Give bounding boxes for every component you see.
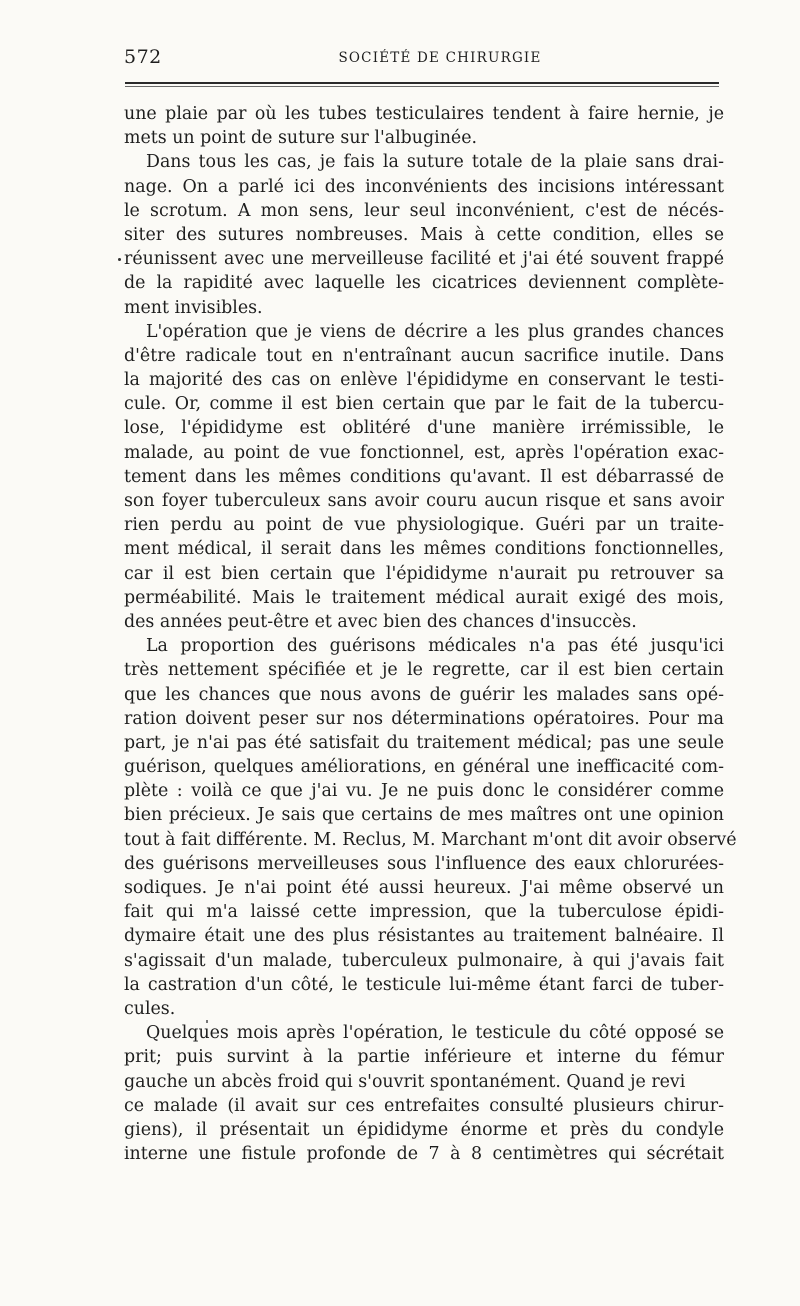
text-line: sodiques. Je n'ai point été aussi heureux. J'ai même observé un [124, 878, 724, 898]
running-title: SOCIÉTÉ DE CHIRURGIE [338, 50, 542, 66]
text-line: de la rapidité avec laquelle les cicatrices deviennent complète- [124, 273, 724, 294]
page-number: 572 [124, 46, 162, 68]
text-line: ration doivent peser sur nos déterminations opératoires. Pour ma [124, 708, 724, 729]
text-line: siter des sutures nombreuses. Mais à cette condition, elles se [124, 224, 724, 245]
text-line: ment invisibles. [124, 297, 263, 318]
text-line: plète : voilà ce que j'ai vu. Je ne puis donc le considérer comme [124, 781, 724, 802]
header-rule [125, 82, 719, 84]
text-line: fait qui m'a laissé cette impression, que la tuberculose épidi- [124, 902, 724, 923]
text-line: la castration d'un côté, le testicule lui-même étant farci de tuber- [124, 974, 724, 995]
text-line: tout à fait différente. M. Reclus, M. Marchant m'ont dit avoir observé [124, 829, 737, 850]
text-line: rien perdu au point de vue physiologique. Guéri par un traite- [124, 515, 724, 536]
text-line: des guérisons merveilleuses sous l'influence des eaux chlorurées- [124, 853, 724, 874]
text-line: Dans tous les cas, je fais la suture totale de la plaie sans drai- [146, 152, 724, 173]
running-head [124, 44, 720, 74]
text-line: ment médical, il serait dans les mêmes conditions fonctionnelles, [124, 539, 724, 560]
text-line: interne une fistule profonde de 7 à 8 centimètres qui sécrétait [124, 1144, 724, 1165]
text-line: prit; puis survint à la partie inférieure et interne du fémur [124, 1047, 724, 1068]
text-line: lose, l'épididyme est oblitéré d'une manière irrémissible, le [124, 418, 724, 439]
text-line: nage. On a parlé ici des inconvénients des incisions intéressant [124, 176, 724, 197]
text-line: bien précieux. Je sais que certains de mes maîtres ont une opinion [124, 805, 724, 826]
text-line: L'opération que je viens de décrire a les plus grandes chances [146, 321, 724, 342]
text-line: la majorité des cas on enlève l'épididyme en conservant le testi- [124, 370, 724, 391]
header-rule-thin [125, 86, 719, 87]
text-line: car il est bien certain que l'épididyme n'aurait pu retrouver sa [124, 563, 724, 584]
text-line: dymaire était une des plus résistantes au traitement balnéaire. Il [124, 926, 724, 947]
text-line: perméabilité. Mais le traitement médical aurait exigé des mois, [124, 587, 724, 608]
text-line: part, je n'ai pas été satisfait du traitement médical; pas une seule [124, 732, 724, 753]
text-line: s'agissait d'un malade, tuberculeux pulmonaire, à qui j'avais fait [124, 950, 724, 971]
text-line: gauche un abcès froid qui s'ouvrit spontanément. Quand je revi [124, 1071, 686, 1092]
text-line: d'être radicale tout en n'entraînant aucun sacrifice inutile. Dans [124, 345, 724, 366]
margin-mark [118, 258, 121, 261]
text-line: malade, au point de vue fonctionnel, est, après l'opération exac- [124, 442, 724, 463]
text-line: ce malade (il avait sur ces entrefaites consulté plusieurs chirur- [124, 1095, 724, 1116]
text-line: giens), il présentait un épididyme énorme et près du condyle [124, 1119, 724, 1140]
text-line: le scrotum. A mon sens, leur seul inconvénient, c'est de nécés- [124, 200, 724, 221]
text-line: réunissent avec une merveilleuse facilité et j'ai été souvent frappé [124, 249, 724, 270]
text-line: tement dans les mêmes conditions qu'avant. Il est débarrassé de [124, 466, 724, 487]
text-line: La proportion des guérisons médicales n'a pas été jusqu'ici [146, 636, 724, 657]
text-line: cules. [124, 998, 176, 1019]
text-line: Quelques mois après l'opération, le testicule du côté opposé se [146, 1023, 724, 1044]
text-line: des années peut-être et avec bien des chances d'insuccès. [124, 611, 637, 632]
text-line: une plaie par où les tubes testiculaires tendent à faire hernie, je [124, 104, 724, 124]
text-line: son foyer tuberculeux sans avoir couru aucun risque et sans avoir [124, 491, 724, 511]
text-line: mets un point de suture sur l'albuginée. [124, 128, 478, 149]
body-text [124, 102, 737, 1166]
text-line: que les chances que nous avons de guérir les malades sans opé- [124, 684, 724, 705]
text-line: très nettement spécifiée et je le regrette, car il est bien certain [124, 660, 724, 681]
text-line: cule. Or, comme il est bien certain que par le fait de la tubercu- [124, 394, 724, 415]
text-line: guérison, quelques améliorations, en général une inefficacité com- [124, 757, 724, 778]
